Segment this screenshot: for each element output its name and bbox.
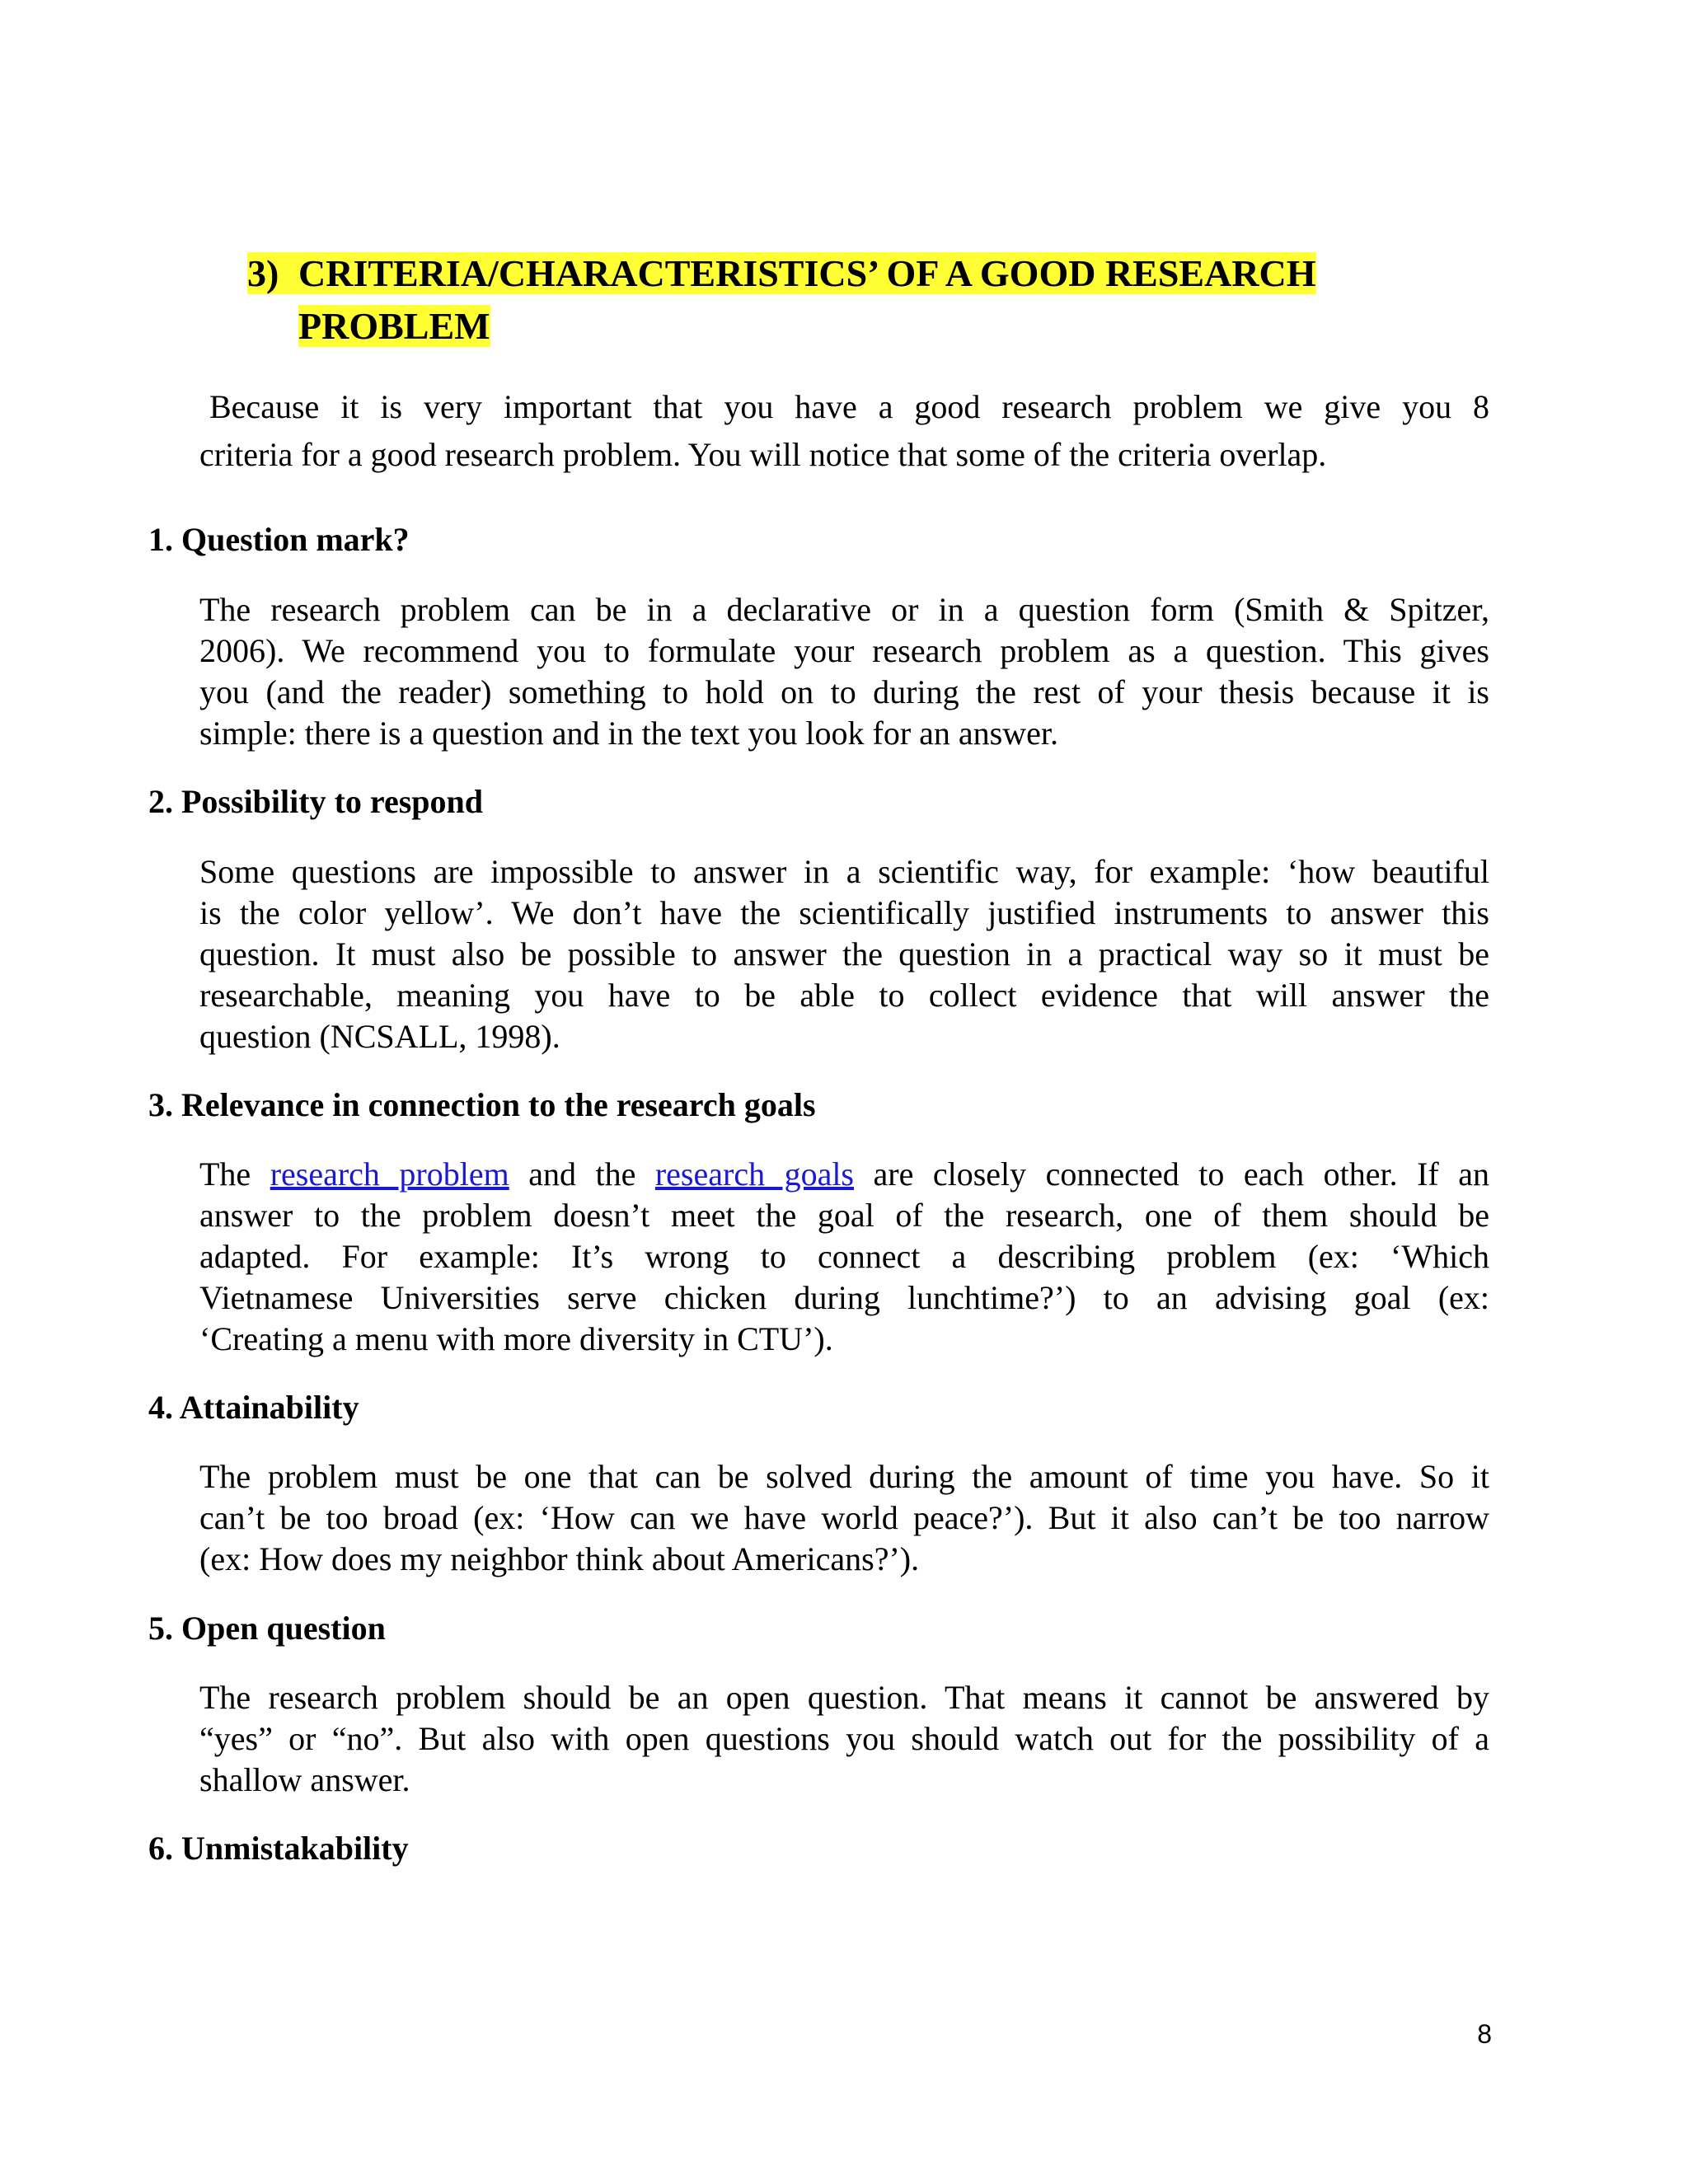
paragraph-line: “yes” or “no”. But also with open questions you should watch out for the possibility of a [199,1720,1489,1757]
criterion-heading-open-question: 5. Open question [148,1610,386,1647]
paragraph-line: is the color yellow’. We don’t have the scientifically justified instruments to answer this [199,894,1489,931]
paragraph-line: The problem must be one that can be solved during the amount of time you have. So it [199,1458,1489,1495]
criterion-heading-relevance: 3. Relevance in connection to the research goals [148,1086,816,1123]
paragraph-text: are closely connected to each other. If an [854,1155,1489,1193]
intro-line-1: Because it is very important that you have a good research problem we give you 8 [209,388,1489,425]
paragraph-line: simple: there is a question and in the text you look for an answer. [199,715,1058,752]
paragraph-line: (ex: How does my neighbor think about Americans?’). [199,1540,920,1577]
criterion-heading-possibility-to-respond: 2. Possibility to respond [148,783,483,820]
paragraph-line: The research problem should be an open question. That means it cannot be answered by [199,1679,1489,1716]
paragraph-text: The [199,1155,270,1193]
section-title-line-1 [247,247,1401,300]
paragraph-line: you (and the reader) something to hold on to during the rest of your thesis because it is [199,673,1489,710]
criterion-heading-question-mark: 1. Question mark? [148,521,410,558]
paragraph-line: researchable, meaning you have to be able to collect evidence that will answer the [199,977,1489,1014]
paragraph-line: ‘Creating a menu with more diversity in CTU’). [199,1320,833,1357]
criterion-paragraph-question-mark [199,589,1489,754]
criterion-paragraph-open-question [199,1677,1489,1801]
paragraph-text: and the [509,1155,655,1193]
research-problem-link[interactable]: research problem [270,1155,509,1193]
intro-line-2: criteria for a good research problem. You will notice that some of the criteria overlap. [199,436,1327,473]
section-title-text-1: CRITERIA/CHARACTERISTICS’ OF A GOOD RESEARCH [298,252,1316,294]
section-number: 3) [247,252,279,294]
section-title [247,247,1401,353]
paragraph-line: The research problem can be in a declarative or in a question form (Smith & Spitzer, [199,591,1489,628]
paragraph-line: 2006). We recommend you to formulate your research problem as a question. This gives [199,632,1489,669]
paragraph-line: shallow answer. [199,1761,410,1798]
criterion-heading-unmistakability: 6. Unmistakability [148,1830,409,1867]
paragraph-line: question. It must also be possible to answer the question in a practical way so it must be [199,935,1489,972]
paragraph-line: answer to the problem doesn’t meet the goal of the research, one of them should be [199,1197,1489,1234]
section-title-line-2 [247,300,1401,353]
section-title-text-2: PROBLEM [298,305,490,347]
paragraph-line: can’t be too broad (ex: ‘How can we have world peace?’). But it also can’t be too narrow [199,1499,1489,1536]
criterion-paragraph-relevance [199,1154,1489,1360]
research-goals-link[interactable]: research goals [654,1155,854,1193]
paragraph-line: Some questions are impossible to answer in a scientific way, for example: ‘how beautiful [199,853,1489,890]
paragraph-line [199,1154,1489,1195]
page-number: 8 [1477,2019,1492,2049]
intro-paragraph [199,383,1489,479]
paragraph-line: Vietnamese Universities serve chicken during lunchtime?’) to an advising goal (ex: [199,1279,1489,1316]
criterion-paragraph-possibility-to-respond [199,851,1489,1057]
paragraph-line: adapted. For example: It’s wrong to connect a describing problem (ex: ‘Which [199,1238,1489,1275]
paragraph-line: question (NCSALL, 1998). [199,1018,560,1055]
criterion-paragraph-attainability [199,1456,1489,1580]
criterion-heading-attainability: 4. Attainability [148,1389,359,1426]
